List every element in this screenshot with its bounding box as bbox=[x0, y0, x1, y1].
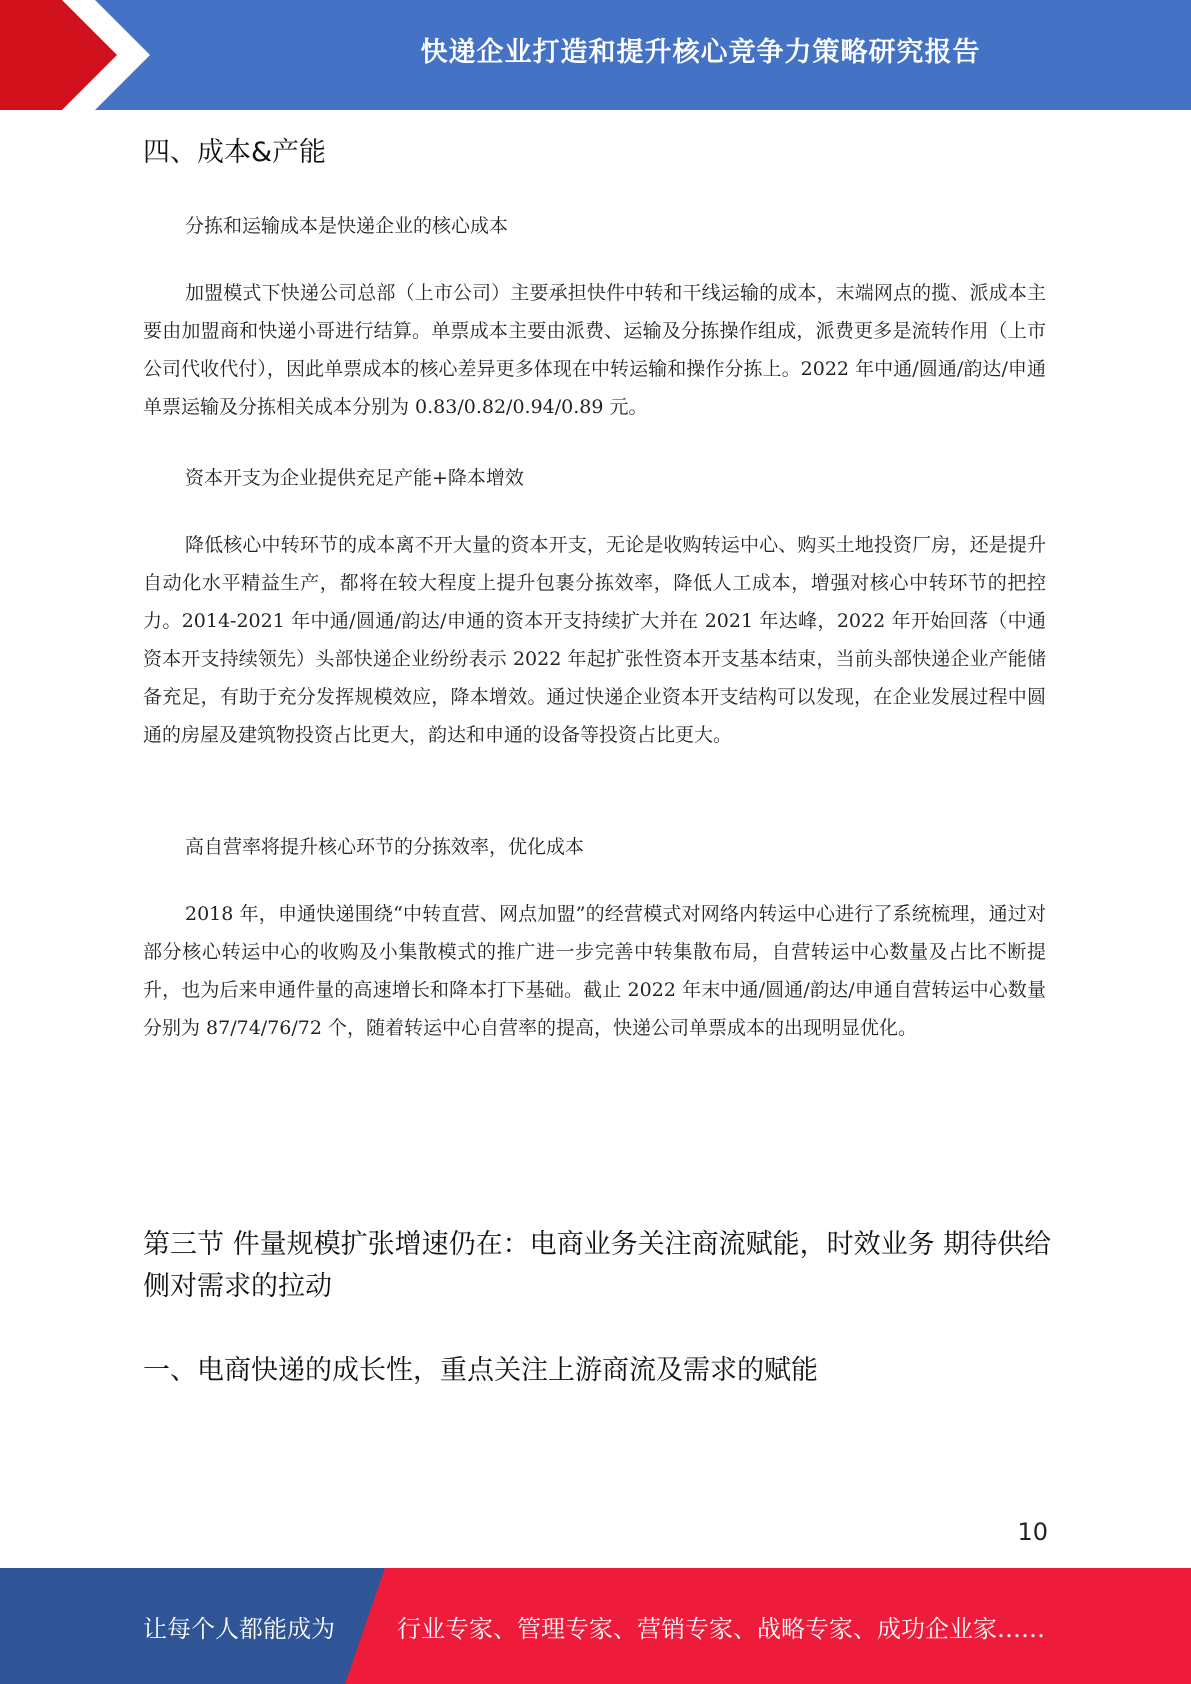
subheading-self-operated: 高自营率将提升核心环节的分拣效率，优化成本 bbox=[185, 836, 585, 858]
chapter-subheading: 一、电商快递的成长性，重点关注上游商流及需求的赋能 bbox=[143, 1355, 818, 1386]
footer-banner bbox=[0, 1568, 1191, 1684]
subheading-capex: 资本开支为企业提供充足产能+降本增效 bbox=[185, 467, 524, 489]
page-number: 10 bbox=[1017, 1518, 1048, 1546]
red-chevron-icon bbox=[0, 0, 150, 110]
paragraph-capex: 降低核心中转环节的成本离不开大量的资本开支，无论是收购转运中心、购买土地投资厂房，还是提升自动化水平精益生产，都将在较大程度上提升包裹分拣效率，降低人工成本，增强对核心中转环节的把控力。2014-2021 年中通/圆通/韵达/申通的资本开支持续扩大并在 2021 年达峰，2022 年开始回落（中通资本开支持续领先）头部快递企业纷纷表示 2022 年起扩张性资本开支基本结束，当前头部快递企业产能储备充足，有助于充分发挥规模效应，降本增效。通过快递企业资本开支结构可以发现，在企业发展过程中圆通的房屋及建筑物投资占比更大，韵达和申通的设备等投资占比更大。 bbox=[143, 534, 1046, 746]
report-title: 快递企业打造和提升核心竞争力策略研究报告 bbox=[420, 36, 981, 68]
paragraph-cost: 加盟模式下快递公司总部（上市公司）主要承担快件中转和干线运输的成本，末端网点的揽、派成本主要由加盟商和快递小哥进行结算。单票成本主要由派费、运输及分拣操作组成，派费更多是流转作用（上市公司代收代付），因此单票成本的核心差异更多体现在中转运输和操作分拣上。2022 年中通/圆通/韵达/申通单票运输及分拣相关成本分别为 0.83/0.82/0.94/0.89 元。 bbox=[143, 282, 1046, 418]
header-banner bbox=[0, 0, 1191, 110]
footer-slogan-left: 让每个人都能成为 bbox=[143, 1614, 335, 1643]
paragraph-self-operated: 2018 年，申通快递围绕“中转直营、网点加盟”的经营模式对网络内转运中心进行了系统梳理，通过对部分核心转运中心的收购及小集散模式的推广进一步完善中转集散布局，自营转运中心数量及占比不断提升，也为后来申通件量的高速增长和降本打下基础。截止 2022 年末中通/圆通/韵达/申通自营转运中心数量分别为 87/74/76/72 个，随着转运中心自营率的提高，快递公司单票成本的出现明显优化。 bbox=[143, 903, 1046, 1039]
chapter-heading: 第三节 件量规模扩张增速仍在：电商业务关注商流赋能，时效业务 期待供给侧对需求的拉动 bbox=[143, 1229, 1052, 1302]
section-heading: 四、成本&产能 bbox=[143, 137, 327, 168]
subheading-cost: 分拣和运输成本是快递企业的核心成本 bbox=[185, 215, 509, 237]
footer-slogan-right: 行业专家、管理专家、营销专家、战略专家、成功企业家…… bbox=[397, 1614, 1045, 1643]
